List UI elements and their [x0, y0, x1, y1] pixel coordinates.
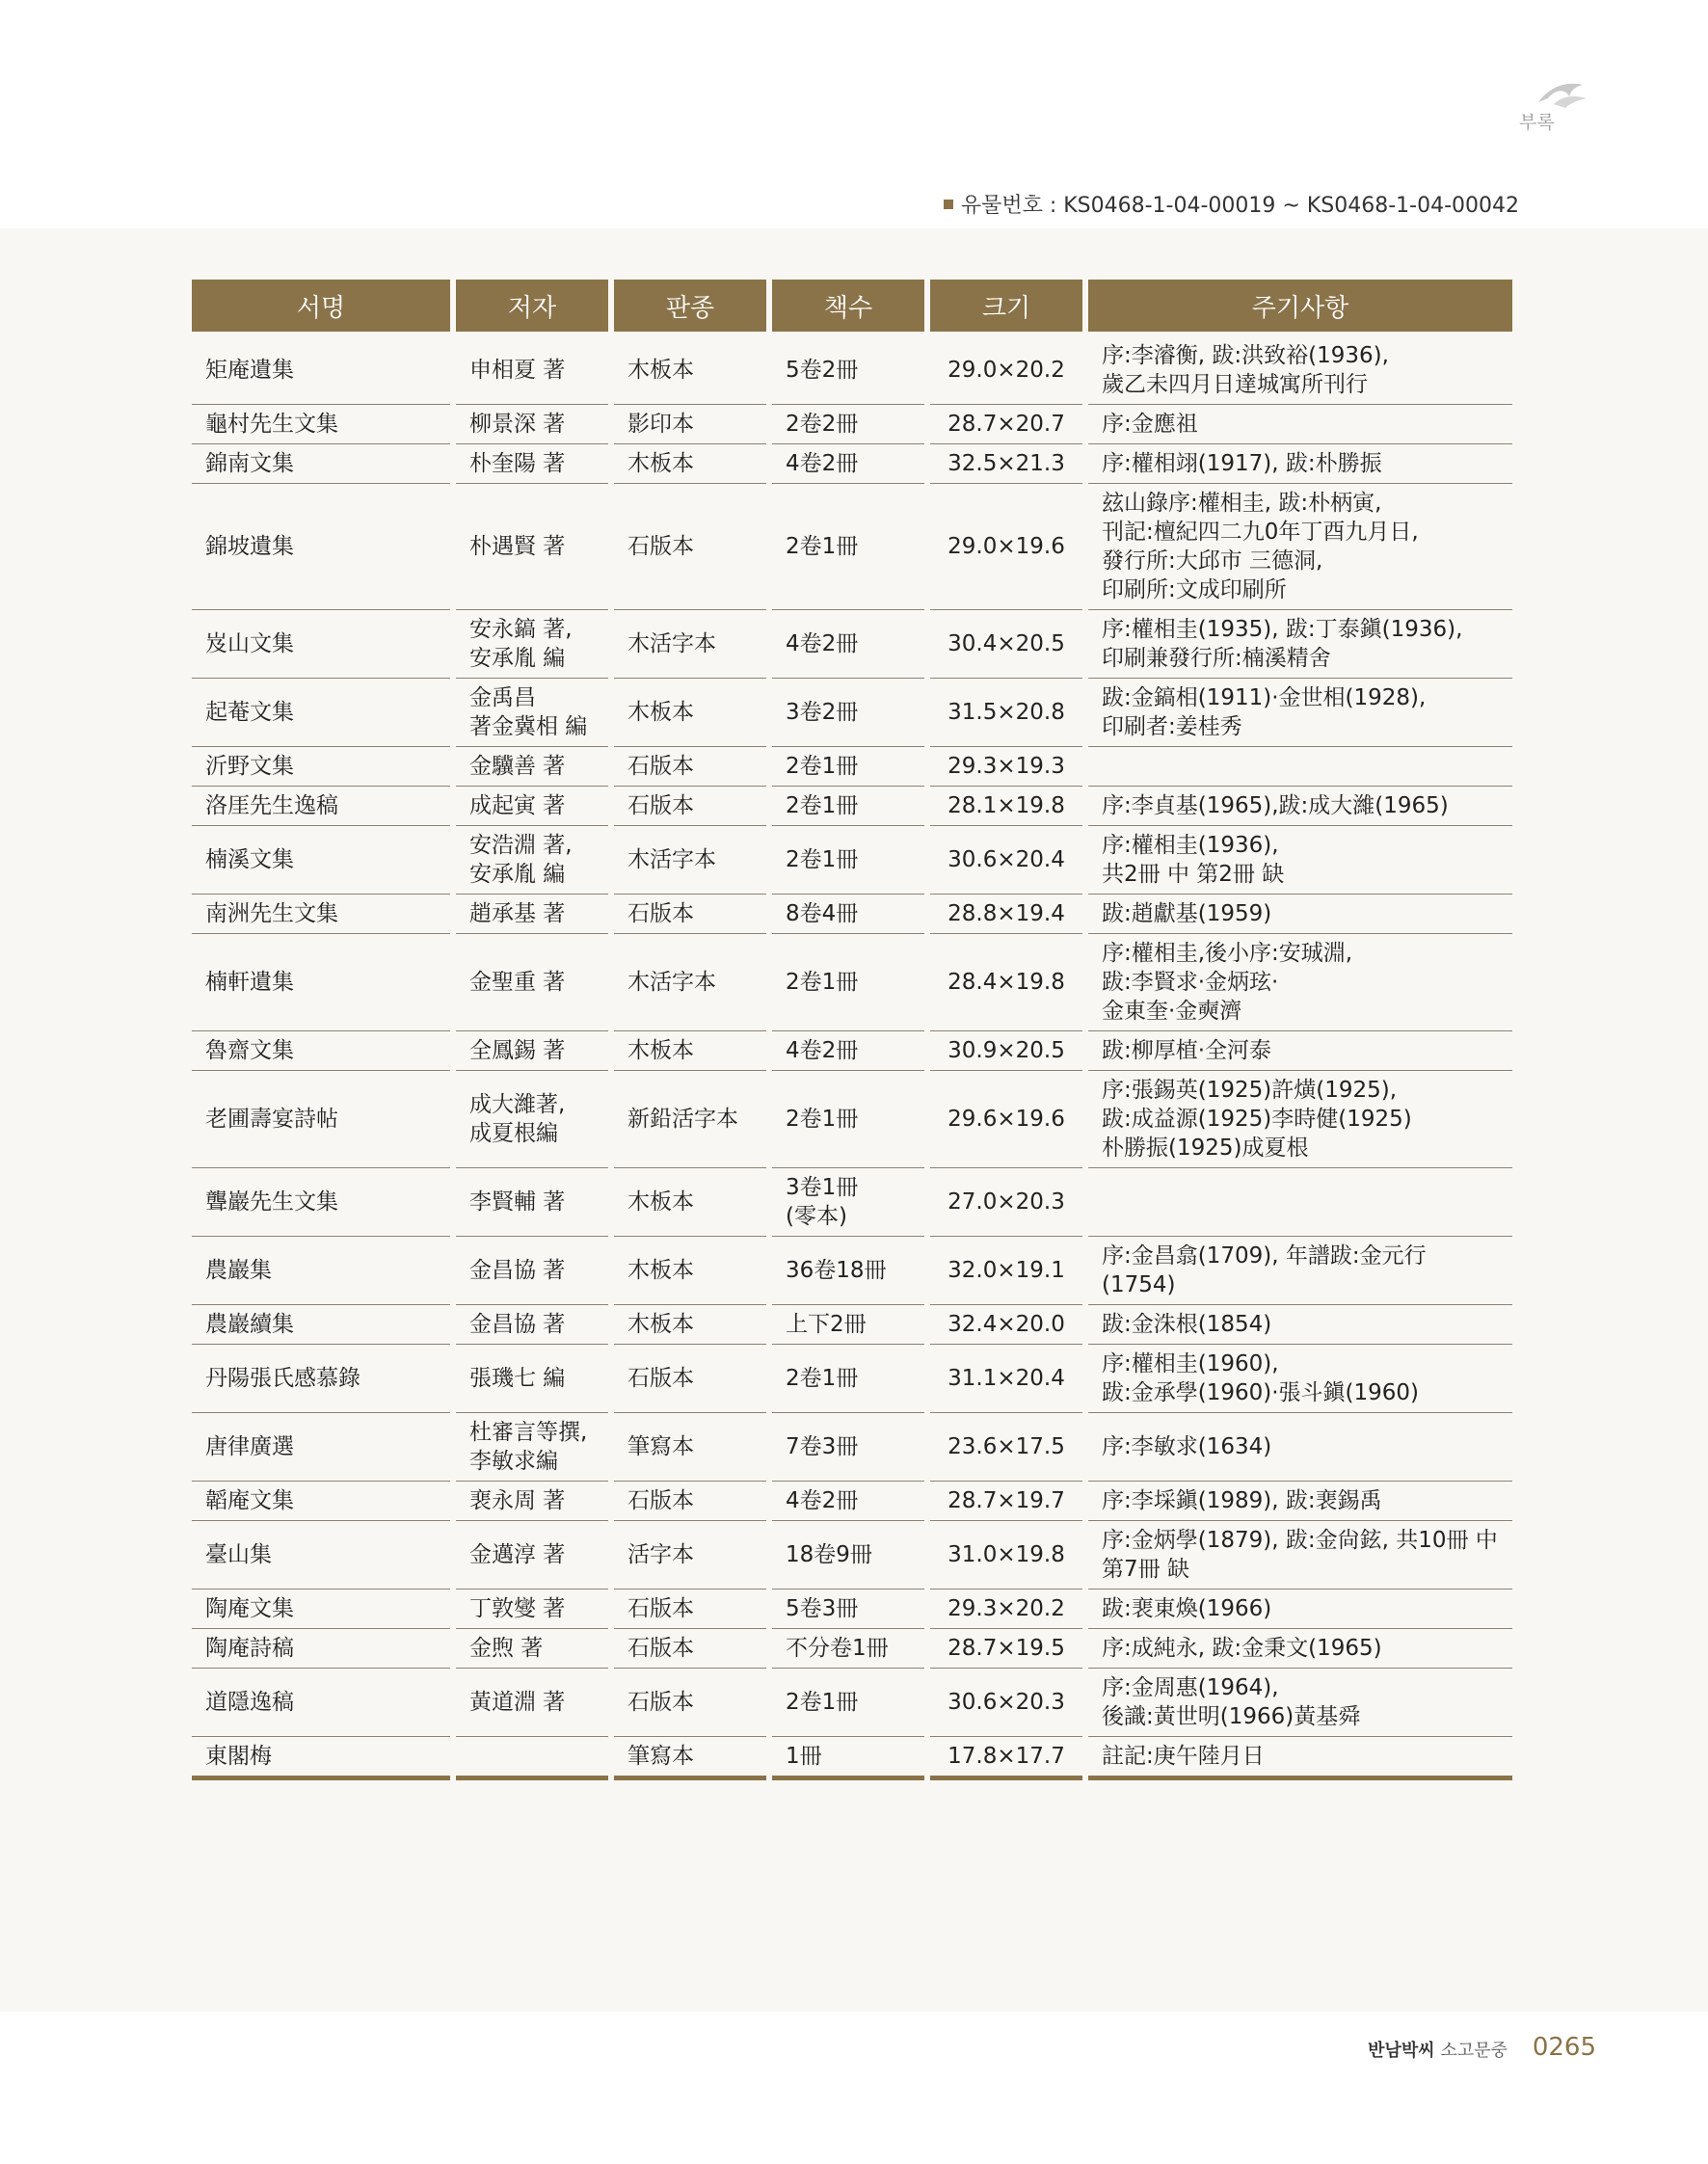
- cell-title: 道隱逸稿: [192, 1669, 450, 1737]
- cell-title: 東閣梅: [192, 1737, 450, 1780]
- cell-volumes: 3卷2冊: [772, 679, 924, 747]
- cell-title: 陶庵詩稿: [192, 1629, 450, 1669]
- cell-edition: 石版本: [614, 1345, 766, 1413]
- cell-volumes: 2卷1冊: [772, 1345, 924, 1413]
- cell-notes: 跋:裵東煥(1966): [1088, 1590, 1512, 1629]
- cell-author: 金聖重 著: [456, 934, 608, 1031]
- cell-volumes: 4卷2冊: [772, 1482, 924, 1521]
- cell-author: 金煦 著: [456, 1629, 608, 1669]
- table-row: [192, 610, 1512, 679]
- cell-title: 唐律廣選: [192, 1413, 450, 1482]
- cell-author: 金昌協 著: [456, 1305, 608, 1345]
- cell-edition: 石版本: [614, 484, 766, 610]
- cell-volumes: 2卷1冊: [772, 747, 924, 787]
- table-row: [192, 1168, 1512, 1237]
- cell-author: 金禹昌 著金冀相 編: [456, 679, 608, 747]
- cell-author: 成大濰著, 成夏根編: [456, 1071, 608, 1168]
- cell-volumes: 4卷2冊: [772, 444, 924, 484]
- cell-notes: 跋:金洙根(1854): [1088, 1305, 1512, 1345]
- cell-author: 金邁淳 著: [456, 1521, 608, 1590]
- cell-title: 洛厓先生逸稿: [192, 787, 450, 826]
- cell-size: 29.3×20.2: [930, 1590, 1082, 1629]
- cell-volumes: 2卷1冊: [772, 826, 924, 895]
- footer-book-title: [1368, 2037, 1508, 2062]
- table-row: [192, 444, 1512, 484]
- table-row: [192, 1590, 1512, 1629]
- cell-notes: 玆山錄序:權相圭, 跋:朴柄寅, 刊記:檀紀四二九0年丁酉九月日, 發行所:大邱市 三德洞, 印刷所:文成印刷所: [1088, 484, 1512, 610]
- cell-author: 張璣七 編: [456, 1345, 608, 1413]
- cell-notes: 序:張錫英(1925)許熿(1925), 跋:成益源(1925)李時健(1925) 朴勝振(1925)成夏根: [1088, 1071, 1512, 1168]
- cell-edition: 石版本: [614, 787, 766, 826]
- cell-title: 龜村先生文集: [192, 405, 450, 444]
- table-row: [192, 1521, 1512, 1590]
- cell-size: 31.5×20.8: [930, 679, 1082, 747]
- cell-notes: 序:金炳學(1879), 跋:金尙鉉, 共10冊 中 第7冊 缺: [1088, 1521, 1512, 1590]
- cell-author: 金驥善 著: [456, 747, 608, 787]
- column-header-author: 저자: [456, 280, 608, 332]
- footer-book-name: 반남박씨: [1368, 2041, 1435, 2061]
- cell-volumes: 18卷9冊: [772, 1521, 924, 1590]
- cell-size: 31.0×19.8: [930, 1521, 1082, 1590]
- cell-notes: 序:金周惠(1964), 後識:黃世明(1966)黃基舜: [1088, 1669, 1512, 1737]
- cell-size: 29.3×19.3: [930, 747, 1082, 787]
- column-header-title: 서명: [192, 280, 450, 332]
- artifact-id-range-text: 유물번호 : KS0468-1-04-00019 ~ KS0468-1-04-00042: [960, 194, 1519, 218]
- cell-size: 28.7×19.7: [930, 1482, 1082, 1521]
- table-row: [192, 1305, 1512, 1345]
- cell-size: 28.4×19.8: [930, 934, 1082, 1031]
- cell-edition: 石版本: [614, 1629, 766, 1669]
- cell-title: 丹陽張氏感慕錄: [192, 1345, 450, 1413]
- cell-title: 魯齋文集: [192, 1031, 450, 1071]
- cell-edition: 木活字本: [614, 934, 766, 1031]
- cell-title: 臺山集: [192, 1521, 450, 1590]
- column-header-notes: 주기사항: [1088, 280, 1512, 332]
- cell-size: 30.6×20.4: [930, 826, 1082, 895]
- table-row: [192, 332, 1512, 405]
- decorative-logo-icon: [1533, 75, 1590, 110]
- table-body: [192, 332, 1512, 1780]
- cell-author: 全鳳錫 著: [456, 1031, 608, 1071]
- cell-edition: 活字本: [614, 1521, 766, 1590]
- cell-size: 29.0×20.2: [930, 332, 1082, 405]
- cell-volumes: 4卷2冊: [772, 1031, 924, 1071]
- cell-edition: 木活字本: [614, 610, 766, 679]
- cell-volumes: 2卷1冊: [772, 1071, 924, 1168]
- cell-author: 李賢輔 著: [456, 1168, 608, 1237]
- table-row: [192, 1031, 1512, 1071]
- cell-edition: 石版本: [614, 747, 766, 787]
- cell-size: 28.8×19.4: [930, 895, 1082, 934]
- cell-volumes: 2卷1冊: [772, 1669, 924, 1737]
- cell-edition: 木板本: [614, 444, 766, 484]
- cell-title: 老圃壽宴詩帖: [192, 1071, 450, 1168]
- cell-notes: 序:權相圭(1960), 跋:金承學(1960)·張斗鎭(1960): [1088, 1345, 1512, 1413]
- cell-title: 起菴文集: [192, 679, 450, 747]
- table-row: [192, 895, 1512, 934]
- table-row: [192, 787, 1512, 826]
- cell-size: 32.0×19.1: [930, 1237, 1082, 1305]
- cell-size: 32.5×21.3: [930, 444, 1082, 484]
- cell-author: 丁敦燮 著: [456, 1590, 608, 1629]
- cell-volumes: 36卷18冊: [772, 1237, 924, 1305]
- cell-notes: 序:李埰鎭(1989), 跋:裵錫禹: [1088, 1482, 1512, 1521]
- cell-edition: 木板本: [614, 1031, 766, 1071]
- cell-notes: 序:金應祖: [1088, 405, 1512, 444]
- table-row: [192, 934, 1512, 1031]
- column-header-edition: 판종: [614, 280, 766, 332]
- cell-title: 陶庵文集: [192, 1590, 450, 1629]
- cell-notes: 序:權相圭,後小序:安珹淵, 跋:李賢求·金炳玹· 金東奎·金奭濟: [1088, 934, 1512, 1031]
- cell-author: 朴遇賢 著: [456, 484, 608, 610]
- cell-edition: 木板本: [614, 679, 766, 747]
- cell-notes: 跋:柳厚植·全河泰: [1088, 1031, 1512, 1071]
- cell-size: 28.7×20.7: [930, 405, 1082, 444]
- cell-author: 柳景深 著: [456, 405, 608, 444]
- cell-notes: 序:李貞基(1965),跋:成大濰(1965): [1088, 787, 1512, 826]
- column-header-volumes: 책수: [772, 280, 924, 332]
- cell-title: 矩庵遺集: [192, 332, 450, 405]
- table-row: [192, 1345, 1512, 1413]
- cell-size: 29.0×19.6: [930, 484, 1082, 610]
- table-row: [192, 747, 1512, 787]
- cell-edition: 木板本: [614, 332, 766, 405]
- cell-edition: 石版本: [614, 1590, 766, 1629]
- cell-author: 金昌協 著: [456, 1237, 608, 1305]
- cell-edition: 木板本: [614, 1237, 766, 1305]
- cell-edition: 石版本: [614, 895, 766, 934]
- cell-notes: [1088, 747, 1512, 787]
- cell-notes: 序:李濬衡, 跋:洪致裕(1936), 歲乙未四月日達城寓所刊行: [1088, 332, 1512, 405]
- cell-author: 安永鎬 著, 安承胤 編: [456, 610, 608, 679]
- cell-edition: 木活字本: [614, 826, 766, 895]
- cell-notes: [1088, 1168, 1512, 1237]
- cell-author: 成起寅 著: [456, 787, 608, 826]
- cell-title: 農巖續集: [192, 1305, 450, 1345]
- table-row: [192, 1071, 1512, 1168]
- book-catalog-table: [186, 280, 1518, 1780]
- cell-size: 30.4×20.5: [930, 610, 1082, 679]
- table-header-row: [192, 280, 1512, 332]
- cell-volumes: 4卷2冊: [772, 610, 924, 679]
- cell-volumes: 8卷4冊: [772, 895, 924, 934]
- cell-title: 楠軒遺集: [192, 934, 450, 1031]
- table-row: [192, 1629, 1512, 1669]
- cell-notes: 跋:金鎬相(1911)·金世相(1928), 印刷者:姜桂秀: [1088, 679, 1512, 747]
- cell-size: 23.6×17.5: [930, 1413, 1082, 1482]
- cell-author: 朴奎陽 著: [456, 444, 608, 484]
- cell-volumes: 2卷1冊: [772, 787, 924, 826]
- bullet-square-icon: [944, 200, 953, 209]
- cell-notes: 序:權相翊(1917), 跋:朴勝振: [1088, 444, 1512, 484]
- cell-size: 31.1×20.4: [930, 1345, 1082, 1413]
- cell-volumes: 2卷1冊: [772, 934, 924, 1031]
- table-row: [192, 1482, 1512, 1521]
- cell-edition: 石版本: [614, 1669, 766, 1737]
- cell-size: 27.0×20.3: [930, 1168, 1082, 1237]
- cell-edition: 筆寫本: [614, 1737, 766, 1780]
- table-row: [192, 1413, 1512, 1482]
- section-label: 부록: [1519, 112, 1555, 133]
- cell-size: 29.6×19.6: [930, 1071, 1082, 1168]
- cell-author: 申相夏 著: [456, 332, 608, 405]
- table-row: [192, 826, 1512, 895]
- cell-size: 17.8×17.7: [930, 1737, 1082, 1780]
- cell-volumes: 2卷2冊: [772, 405, 924, 444]
- cell-edition: 木板本: [614, 1168, 766, 1237]
- artifact-id-range: [944, 189, 1519, 219]
- cell-edition: 筆寫本: [614, 1413, 766, 1482]
- cell-notes: 序:金昌翕(1709), 年譜跋:金元行(1754): [1088, 1237, 1512, 1305]
- cell-volumes: 7卷3冊: [772, 1413, 924, 1482]
- table-row: [192, 1237, 1512, 1305]
- cell-author: 趙承基 著: [456, 895, 608, 934]
- column-header-size: 크기: [930, 280, 1082, 332]
- cell-notes: 序:權相圭(1936), 共2冊 中 第2冊 缺: [1088, 826, 1512, 895]
- cell-edition: 新鉛活字本: [614, 1071, 766, 1168]
- cell-notes: 跋:趙獻基(1959): [1088, 895, 1512, 934]
- cell-volumes: 2卷1冊: [772, 484, 924, 610]
- cell-size: 30.9×20.5: [930, 1031, 1082, 1071]
- cell-edition: 木板本: [614, 1305, 766, 1345]
- cell-author: 黃道淵 著: [456, 1669, 608, 1737]
- cell-title: 錦南文集: [192, 444, 450, 484]
- table-row: [192, 1737, 1512, 1780]
- cell-volumes: 5卷3冊: [772, 1590, 924, 1629]
- cell-notes: 序:李敏求(1634): [1088, 1413, 1512, 1482]
- cell-edition: 影印本: [614, 405, 766, 444]
- cell-volumes: 3卷1冊 (零本): [772, 1168, 924, 1237]
- cell-author: [456, 1737, 608, 1780]
- table-row: [192, 1669, 1512, 1737]
- footer-book-subtitle: 소고문중: [1440, 2041, 1508, 2061]
- cell-title: 農巖集: [192, 1237, 450, 1305]
- cell-author: 裵永周 著: [456, 1482, 608, 1521]
- cell-size: 30.6×20.3: [930, 1669, 1082, 1737]
- cell-volumes: 上下2冊: [772, 1305, 924, 1345]
- cell-volumes: 5卷2冊: [772, 332, 924, 405]
- table-row: [192, 679, 1512, 747]
- cell-notes: 註記:庚午陸月日: [1088, 1737, 1512, 1780]
- cell-title: 沂野文集: [192, 747, 450, 787]
- cell-title: 南洲先生文集: [192, 895, 450, 934]
- table-row: [192, 484, 1512, 610]
- cell-size: 28.1×19.8: [930, 787, 1082, 826]
- cell-author: 安浩淵 著, 安承胤 編: [456, 826, 608, 895]
- cell-title: 聾巖先生文集: [192, 1168, 450, 1237]
- cell-edition: 石版本: [614, 1482, 766, 1521]
- cell-title: 楠溪文集: [192, 826, 450, 895]
- cell-title: 韜庵文集: [192, 1482, 450, 1521]
- cell-title: 岌山文集: [192, 610, 450, 679]
- cell-volumes: 不分卷1冊: [772, 1629, 924, 1669]
- cell-notes: 序:成純永, 跋:金秉文(1965): [1088, 1629, 1512, 1669]
- page-number: 0265: [1532, 2033, 1596, 2062]
- cell-title: 錦坡遺集: [192, 484, 450, 610]
- cell-notes: 序:權相圭(1935), 跋:丁泰鎭(1936), 印刷兼發行所:楠溪精舍: [1088, 610, 1512, 679]
- cell-size: 28.7×19.5: [930, 1629, 1082, 1669]
- cell-author: 杜審言等撰, 李敏求編: [456, 1413, 608, 1482]
- table-row: [192, 405, 1512, 444]
- cell-volumes: 1冊: [772, 1737, 924, 1780]
- cell-size: 32.4×20.0: [930, 1305, 1082, 1345]
